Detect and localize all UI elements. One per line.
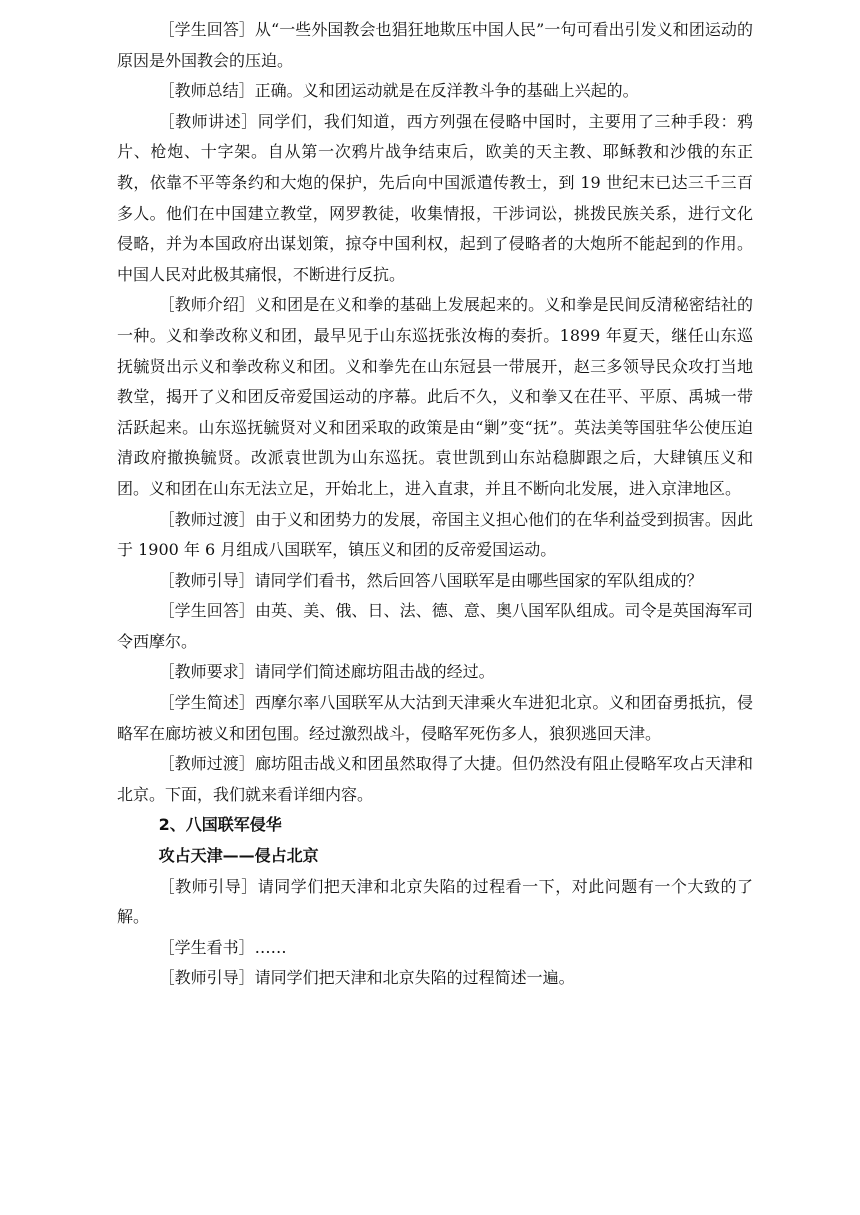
document-page xyxy=(117,15,753,994)
paragraph-teacher-request: ［教师要求］请同学们简述廊坊阻击战的经过。 xyxy=(158,662,495,682)
paragraph-teacher-transition-1: ［教师过渡］由于义和团势力的发展，帝国主义担心他们的在华利益受到损害。因此于 1900 年 6 月组成八国联军，镇压义和团的反帝爱国运动。 xyxy=(117,509,753,560)
paragraph-student-answer-2: ［学生回答］由英、美、俄、日、法、德、意、奥八国军队组成。司令是英国海军司令西摩尔。 xyxy=(117,601,753,651)
paragraph-teacher-guide-3: ［教师引导］请同学们把天津和北京失陷的过程简述一遍。 xyxy=(158,968,575,988)
subsection-heading: 攻占天津——侵占北京 xyxy=(158,846,319,866)
paragraph-teacher-guide-2: ［教师引导］请同学们把天津和北京失陷的过程看一下，对此问题有一个大致的了解。 xyxy=(117,876,753,927)
paragraph-teacher-summary: ［教师总结］正确。义和团运动就是在反洋教斗争的基础上兴起的。 xyxy=(158,81,639,101)
paragraph-teacher-narration: ［教师讲述］同学们，我们知道，西方列强在侵略中国时，主要用了三种手段：鸦片、枪炮、十字架。自从第一次鸦片战争结束后，欧美的天主教、耶稣教和沙俄的东正教，依靠不平等条约和大炮的保护，先后向中国派遣传教士，到 19 世纪末已达三千三百多人。他们在中国建立教堂，网罗教徒，收集情报，干涉词讼，挑拨民族关系，进行文化侵略，并为本国政府出谋划策，掠夺中国利权，起到了侵略者的大炮所不能起到的作用。中国人民对此极其痛恨，不断进行反抗。 xyxy=(117,111,753,284)
section-heading: 2、八国联军侵华 xyxy=(158,815,282,835)
paragraph-student-reading: ［学生看书］…… xyxy=(158,937,287,957)
paragraph-teacher-guide-1: ［教师引导］请同学们看书，然后回答八国联军是由哪些国家的军队组成的？ xyxy=(158,570,703,590)
paragraph-teacher-introduction: ［教师介绍］义和团是在义和拳的基础上发展起来的。义和拳是民间反清秘密结社的一种。义和拳改称义和团，最早见于山东巡抚张汝梅的奏折。1899 年夏天，继任山东巡抚毓贤出示义和拳改称义和团。义和拳先在山东冠县一带展开，赵三多领导民众攻打当地教堂，揭开了义和团反帝爱国运动的序幕。此后不久，义和拳又在茌平、平原、禹城一带活跃起来。山东巡抚毓贤对义和团采取的政策是由“剿”变“抚”。英法美等国驻华公使压迫清政府撤换毓贤。改派袁世凯为山东巡抚。袁世凯到山东站稳脚跟之后，大肆镇压义和团。义和团在山东无法立足，开始北上，进入直隶，并且不断向北发展，进入京津地区。 xyxy=(117,295,753,498)
paragraph-student-summary: ［学生简述］西摩尔率八国联军从大沽到天津乘火车进犯北京。义和团奋勇抵抗，侵略军在廊坊被义和团包围。经过激烈战斗，侵略军死伤多人，狼狈逃回天津。 xyxy=(117,693,753,743)
paragraph-student-answer-1: ［学生回答］从“一些外国教会也猖狂地欺压中国人民”一句可看出引发义和团运动的原因是外国教会的压迫。 xyxy=(117,20,753,70)
paragraph-teacher-transition-2: ［教师过渡］廊坊阻击战义和团虽然取得了大捷。但仍然没有阻止侵略军攻占天津和北京。下面，我们就来看详细内容。 xyxy=(117,754,753,804)
